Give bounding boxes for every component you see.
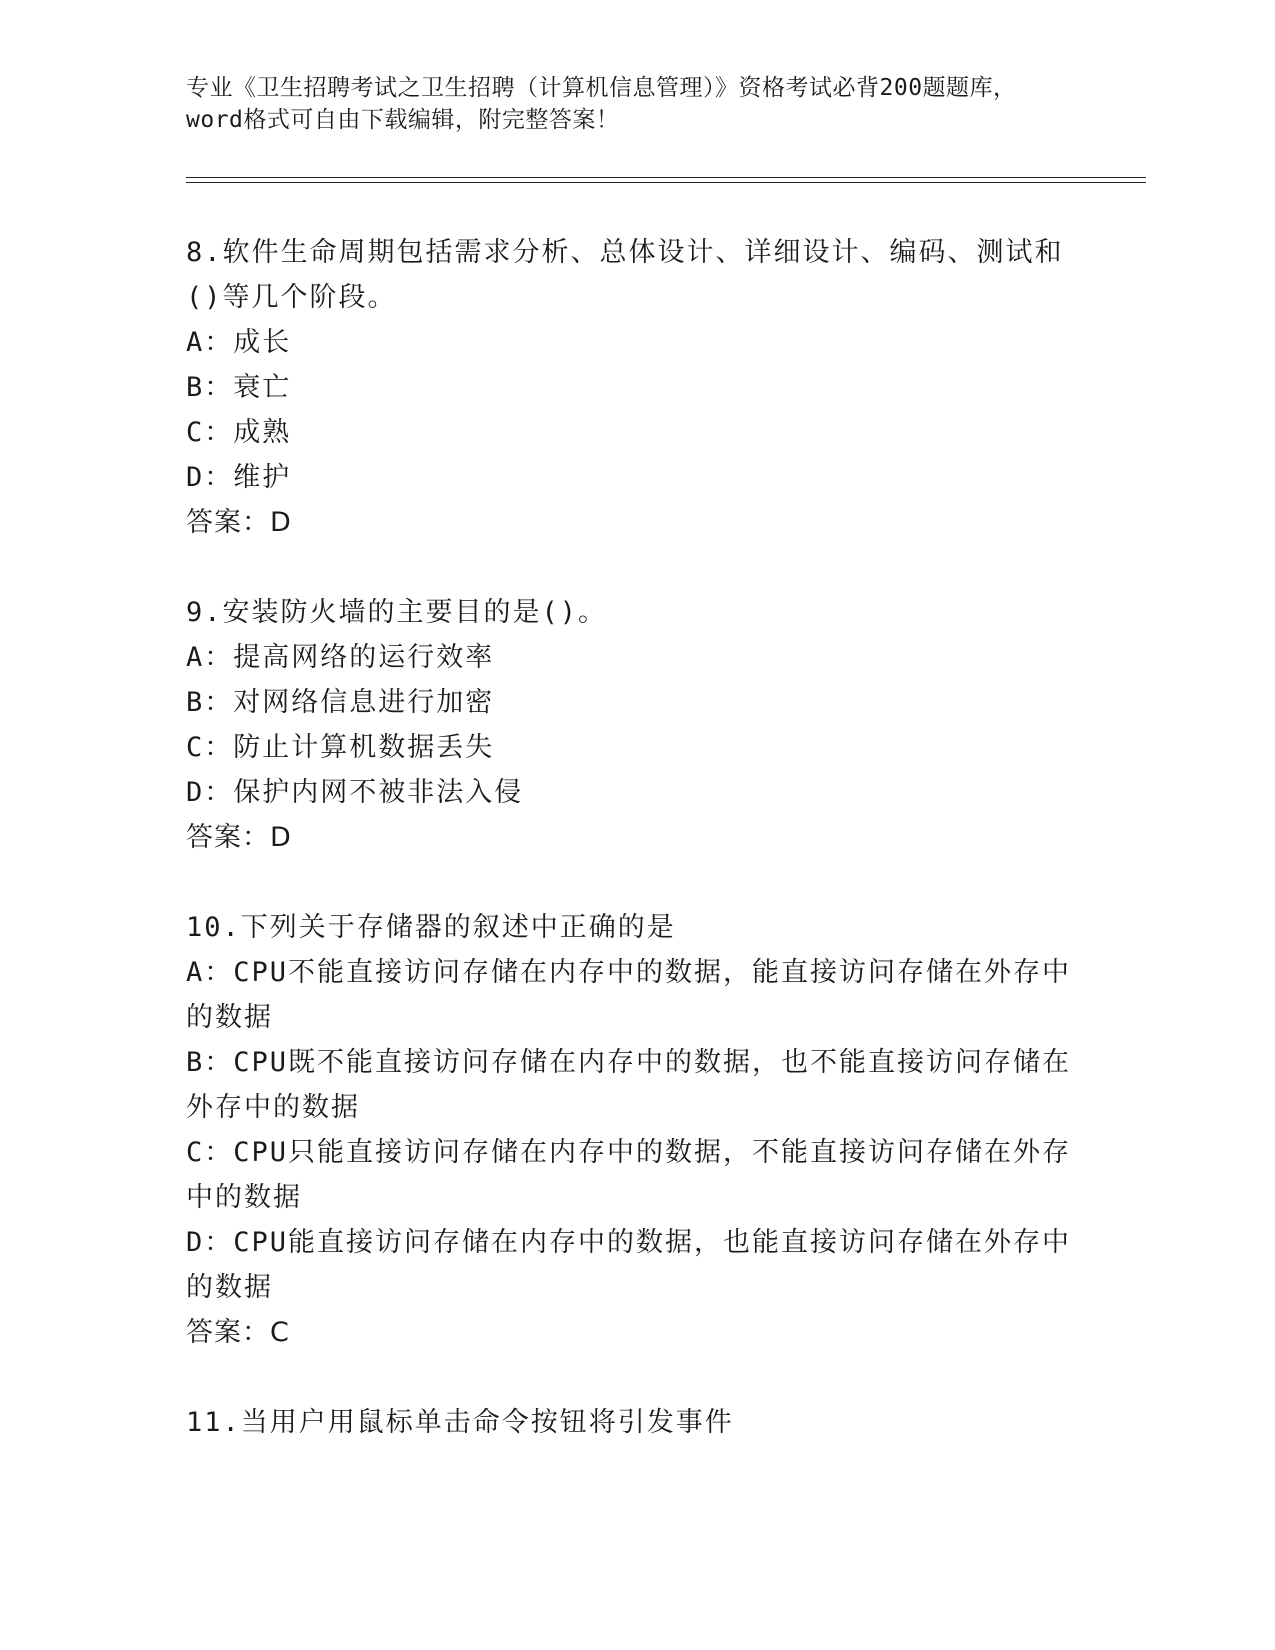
header-divider-top xyxy=(186,177,1146,178)
question-10 xyxy=(186,905,1072,1355)
option-b: B：对网络信息进行加密 xyxy=(186,687,495,718)
header-title-line-1: 专业《卫生招聘考试之卫生招聘（计算机信息管理）》资格考试必背200题题库， xyxy=(186,75,1017,101)
question-list xyxy=(186,230,1072,1445)
question-11 xyxy=(186,1400,1066,1445)
header-divider-bottom xyxy=(186,182,1146,183)
option-a: A：提高网络的运行效率 xyxy=(186,642,495,673)
question-stem: 8.软件生命周期包括需求分析、总体设计、详细设计、编码、测试和 xyxy=(186,237,1064,268)
question-8 xyxy=(186,230,1066,545)
option-c: C：防止计算机数据丢失 xyxy=(186,732,495,763)
option-d-continued: 的数据 xyxy=(186,1272,273,1303)
option-d: D：维护 xyxy=(186,462,292,493)
option-a-continued: 的数据 xyxy=(186,1002,273,1033)
option-d: D：CPU能直接访问存储在内存中的数据，也能直接访问存储在外存中 xyxy=(186,1227,1072,1258)
header-title-line-2: word格式可自由下载编辑，附完整答案！ xyxy=(186,107,620,133)
answer-text: 答案：D xyxy=(186,822,292,853)
question-spacer xyxy=(186,1355,1066,1400)
question-stem: 10.下列关于存储器的叙述中正确的是 xyxy=(186,912,676,943)
option-a: A：成长 xyxy=(186,327,292,358)
option-b: B：CPU既不能直接访问存储在内存中的数据，也不能直接访问存储在 xyxy=(186,1047,1072,1078)
option-b: B：衰亡 xyxy=(186,372,292,403)
answer-text: 答案：D xyxy=(186,507,292,538)
option-c: C：成熟 xyxy=(186,417,292,448)
document-header xyxy=(186,72,1066,136)
option-b-continued: 外存中的数据 xyxy=(186,1092,360,1123)
option-d: D：保护内网不被非法入侵 xyxy=(186,777,524,808)
answer-text: 答案：C xyxy=(186,1317,290,1348)
question-9 xyxy=(186,590,1066,860)
question-stem: ()等几个阶段。 xyxy=(186,282,397,313)
question-spacer xyxy=(186,545,1066,590)
question-stem: 11.当用户用鼠标单击命令按钮将引发事件 xyxy=(186,1407,734,1438)
question-spacer xyxy=(186,860,1066,905)
option-c-continued: 中的数据 xyxy=(186,1182,302,1213)
question-stem: 9.安装防火墙的主要目的是()。 xyxy=(186,597,608,628)
option-c: C：CPU只能直接访问存储在内存中的数据，不能直接访问存储在外存 xyxy=(186,1137,1072,1168)
option-a: A：CPU不能直接访问存储在内存中的数据，能直接访问存储在外存中 xyxy=(186,957,1072,988)
